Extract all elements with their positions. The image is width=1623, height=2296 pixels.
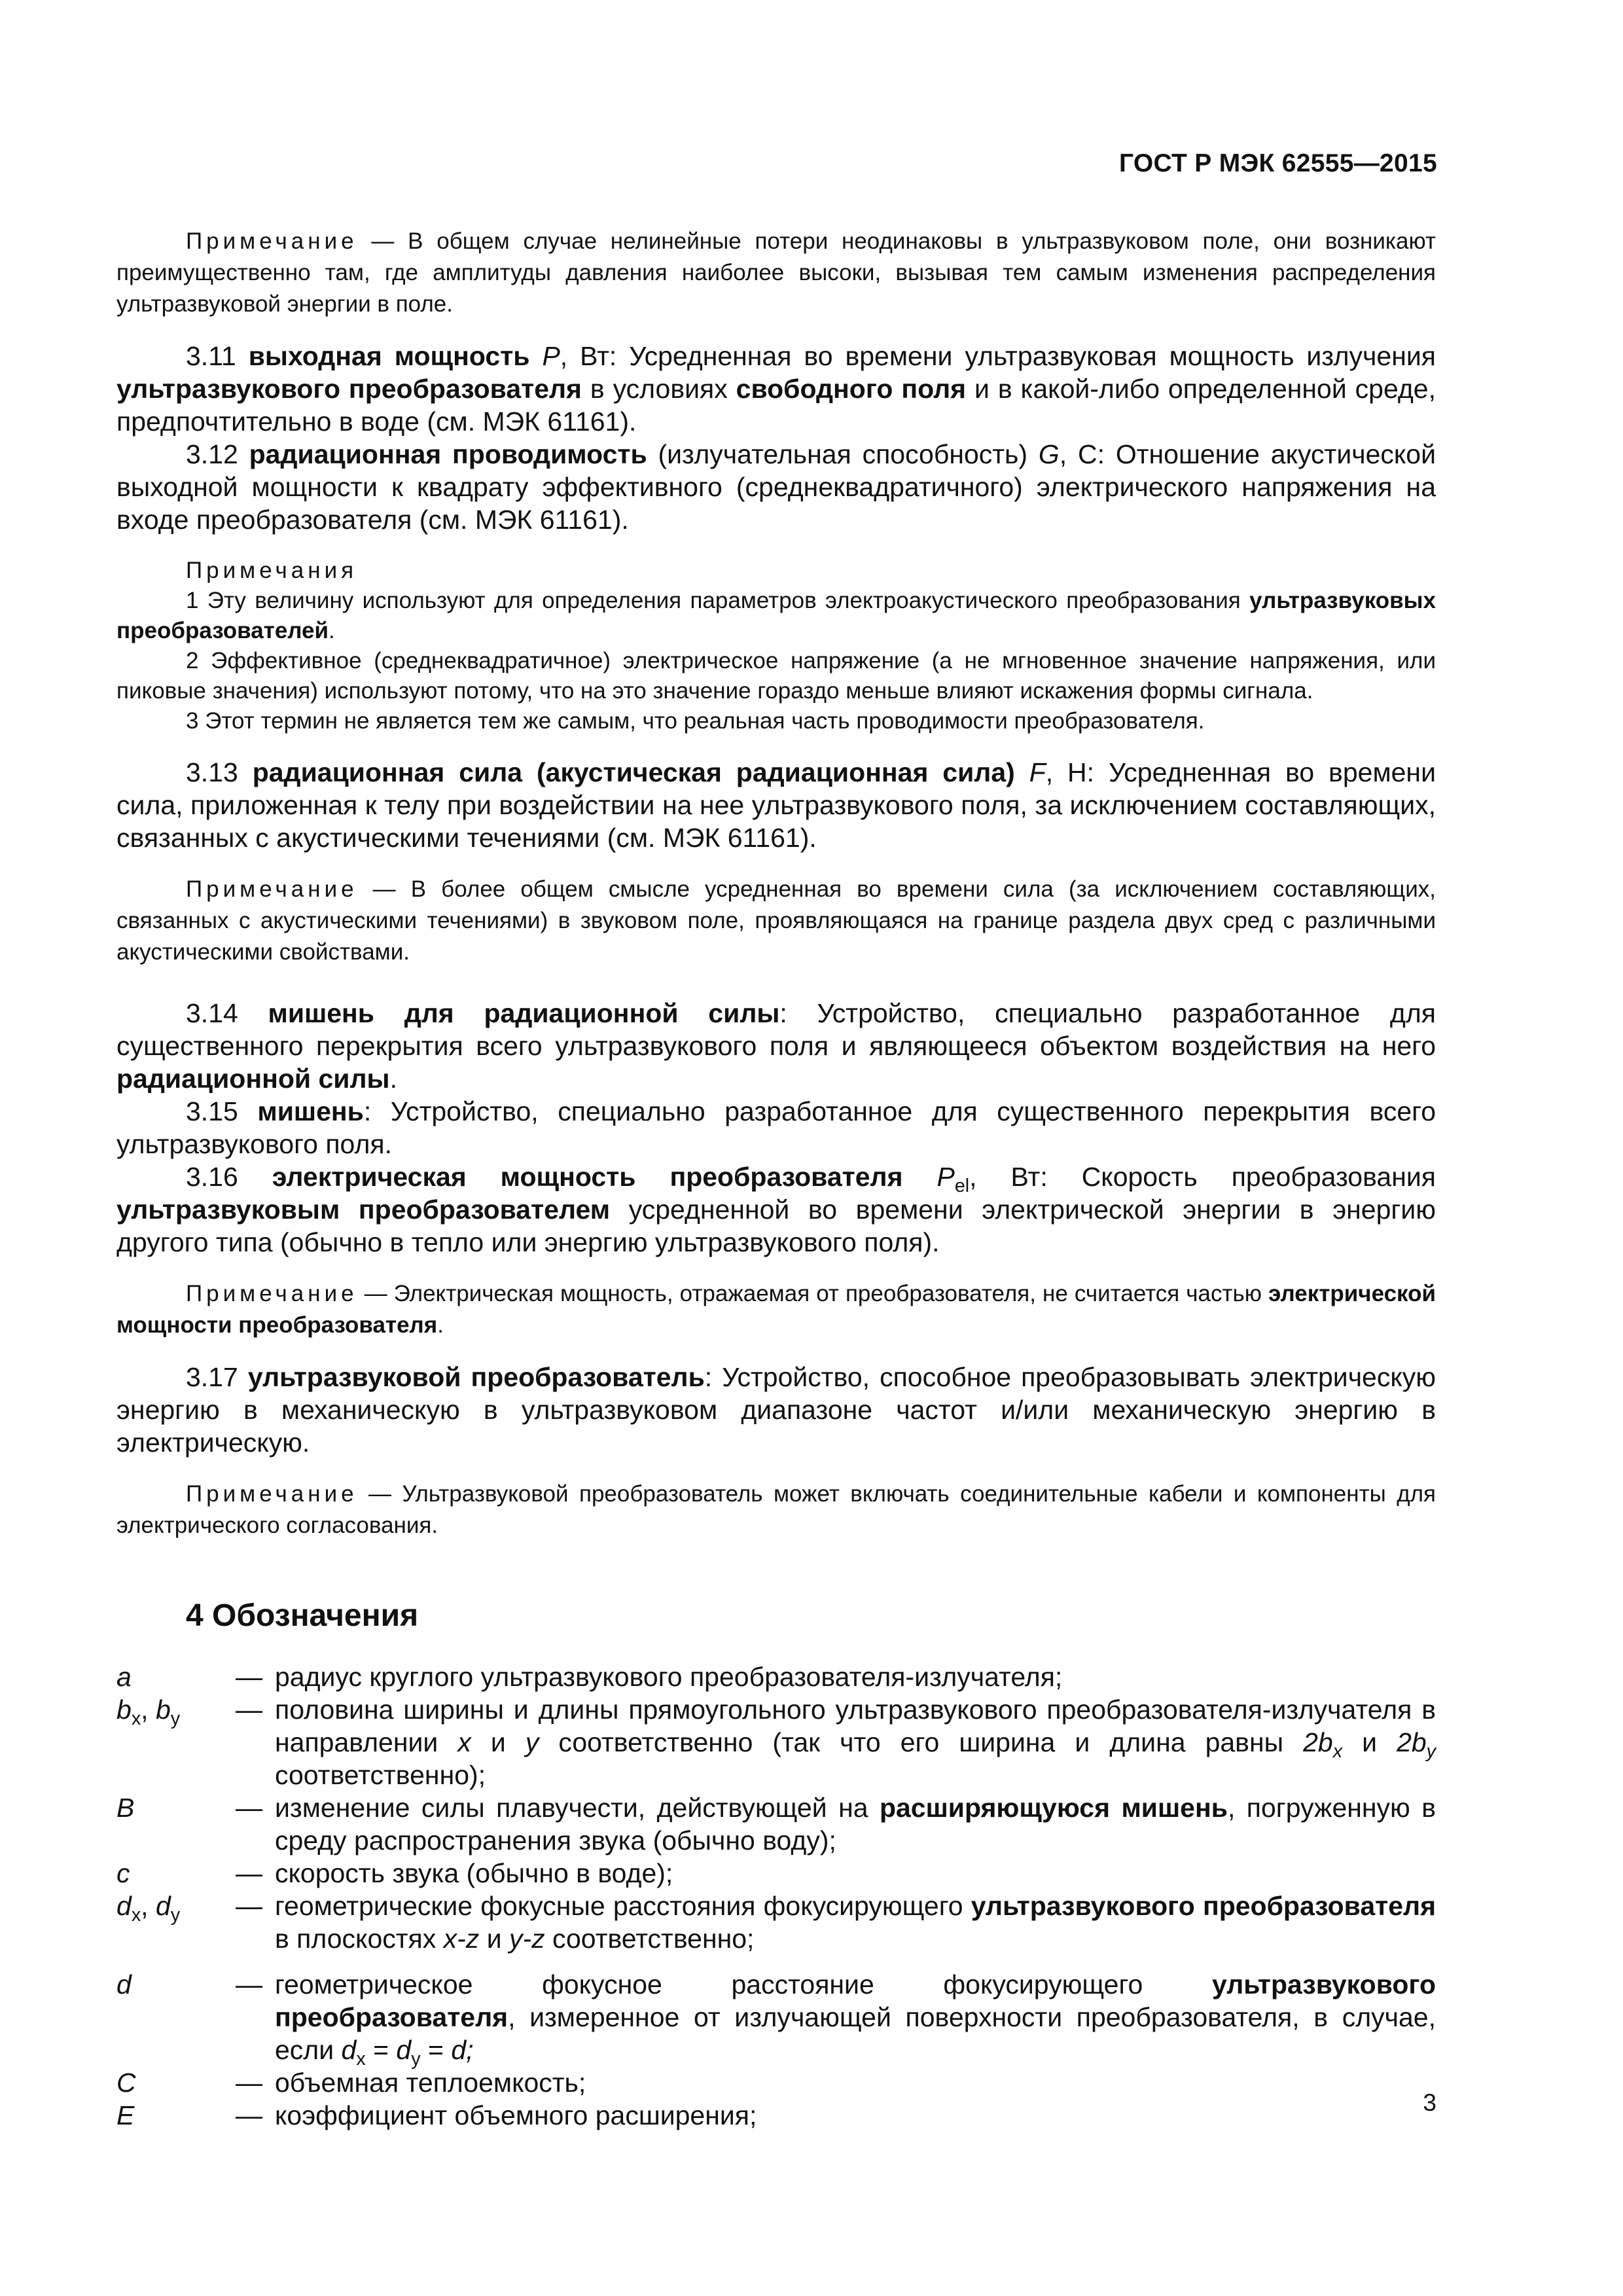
symbol-row-c xyxy=(116,1857,1436,1890)
symbol-row-C xyxy=(116,2066,1436,2099)
def-text: в плоскостях xyxy=(275,1924,444,1954)
def-var: 2b xyxy=(1397,1727,1427,1757)
term-name: электрическая мощность преобразователя xyxy=(272,1162,903,1192)
term-ref: ультразвуковым преобразователем xyxy=(116,1194,611,1225)
term-text: : Устройство, способное преобразовывать электрическую энергию в механическую в ультразвуковом диапазоне частот и/или механическую энергию в электрическую. xyxy=(116,1362,1436,1458)
note-text: — В общем случае нелинейные потери неодинаковы в ультразвуковом поле, они возникают преимущественно там, где амплитуды давления наиболее высоки, вызывая тем самым изменения распределения ультразвуковой энергии в поле. xyxy=(116,228,1436,317)
def-var: d xyxy=(396,2035,412,2065)
section-heading: 4 Обозначения xyxy=(186,1598,419,1633)
symbol-part: b xyxy=(116,1695,132,1725)
def-text: и xyxy=(479,1924,509,1954)
symbol: d xyxy=(116,1969,132,2000)
def-text: = xyxy=(365,2035,397,2065)
dash: — xyxy=(236,1891,262,1921)
def-var: d xyxy=(341,2035,357,2065)
symbol-row-dx-dy xyxy=(116,1890,1436,1955)
term-text: , С: Отношение акустической выходной мощности к квадрату эффективного (среднеквадратичного) электрического напряжения на входе преобразователя (см. МЭК 61161). xyxy=(116,439,1436,535)
def-text: изменение силы плавучести, действующей на xyxy=(275,1793,880,1823)
symbol-row-B xyxy=(116,1791,1436,1857)
def-text: = xyxy=(420,2035,452,2065)
symbol-part: d xyxy=(155,1891,171,1921)
term-symbol: F xyxy=(1014,757,1046,787)
definition-3-12 xyxy=(116,438,1436,536)
def-text: , измеренное от излучающей поверхности преобразователя, в случае, если xyxy=(275,2002,1436,2065)
def-text: соответственно (так что его ширина и длина равны xyxy=(539,1727,1304,1757)
term-ref: радиационной силы xyxy=(116,1064,390,1094)
symbol-definition: объемная теплоемкость; xyxy=(275,2068,586,2098)
note-text: . xyxy=(329,618,335,643)
term-text: и в какой-либо определенной среде, предпочтительно в воде (см. МЭК 61161). xyxy=(116,374,1436,437)
def-text: , погруженную в среду распространения звука (обычно воду); xyxy=(275,1793,1436,1856)
term-symbol: P xyxy=(529,341,560,371)
term-symbol: P xyxy=(902,1162,955,1192)
note-label: Примечание xyxy=(186,1481,358,1507)
note-text: — В более общем смысле усредненная во времени сила (за исключением составляющих, связанных с акустическими течениями) в звуковом поле, проявляющаяся на границе раздела двух сред с различными акустическими свойствами. xyxy=(116,876,1436,965)
symbol: B xyxy=(116,1793,135,1823)
symbol: C xyxy=(116,2068,136,2098)
def-var-subscript: x xyxy=(1332,1741,1343,1763)
symbol-separator: , xyxy=(141,1891,156,1921)
term-name: мишень xyxy=(257,1096,364,1126)
page-content xyxy=(116,226,1436,2132)
note-3-16 xyxy=(116,1278,1436,1341)
symbol-definition xyxy=(275,1968,1436,2070)
dash: — xyxy=(236,1662,262,1692)
term-name: радиационная сила (акустическая радиационная сила) xyxy=(252,757,1015,787)
definition-3-13 xyxy=(116,756,1436,854)
symbols-list xyxy=(116,1660,1436,2132)
def-var-subscript: x xyxy=(356,2049,366,2070)
note-item-1 xyxy=(116,586,1436,646)
note-text: — Ультразвуковой преобразователь может включать соединительные кабели и компоненты для электрического согласования. xyxy=(116,1481,1436,1538)
def-var-subscript: y xyxy=(411,2049,421,2070)
symbol-row-d xyxy=(116,1968,1436,2070)
term-text: , Вт: Скорость преобразования xyxy=(969,1162,1436,1192)
term-text: , Вт: Усредненная во времени ультразвуковая мощность излучения xyxy=(560,341,1436,371)
def-text: и xyxy=(471,1727,526,1757)
term-ref: ультразвукового преобразователя xyxy=(275,1969,1436,2032)
symbol-part: d xyxy=(116,1891,132,1921)
def-text: и xyxy=(1342,1727,1397,1757)
note-item-2: 2 Эффективное (среднеквадратичное) электрическое напряжение (а не мгновенное значение напряжения, или пиковые значения) используют потому, что на это значение гораздо меньше влияют искажения формы сигнала. xyxy=(116,648,1436,704)
symbol-subscript: x xyxy=(131,1708,141,1730)
definition-3-16 xyxy=(116,1160,1436,1259)
def-text: геометрические фокусные расстояния фокусирующего xyxy=(275,1891,971,1921)
symbol: E xyxy=(116,2100,135,2130)
symbol xyxy=(116,1693,236,1791)
note-label: Примечание xyxy=(186,228,358,254)
term-symbol-subscript: el xyxy=(954,1175,970,1197)
definition-3-15 xyxy=(116,1095,1436,1160)
def-var: x xyxy=(457,1727,471,1757)
def-var-subscript: y xyxy=(1426,1741,1436,1763)
dash: — xyxy=(236,1695,262,1725)
symbol-row-E xyxy=(116,2099,1436,2132)
term-number: 3.14 xyxy=(186,998,268,1028)
term-ref: свободного поля xyxy=(736,374,967,404)
dash: — xyxy=(236,2100,262,2130)
symbol-definition xyxy=(275,1791,1436,1857)
notes-3-12 xyxy=(116,556,1436,736)
note-label: Примечание xyxy=(186,1281,358,1306)
symbol-part: b xyxy=(155,1695,171,1725)
symbol-definition: коэффициент объемного расширения; xyxy=(275,2100,757,2130)
symbol-subscript: x xyxy=(131,1905,141,1926)
term-text: : Устройство, специально разработанное для существенного перекрытия всего ультразвукового поля. xyxy=(116,1096,1436,1159)
note-nonlinear-losses xyxy=(116,226,1436,320)
term-number: 3.17 xyxy=(186,1362,248,1392)
def-var: y xyxy=(525,1727,539,1757)
dash: — xyxy=(236,1969,262,2000)
symbol xyxy=(116,1890,236,1955)
term-ref: ультразвуковых преобразователей xyxy=(116,588,1436,643)
def-text: геометрическое фокусное расстояние фокусирующего xyxy=(275,1969,1212,2000)
note-3-17 xyxy=(116,1479,1436,1541)
dash: — xyxy=(236,1793,262,1823)
symbol-separator: , xyxy=(141,1695,156,1725)
term-name: ультразвуковой преобразователь xyxy=(247,1362,705,1392)
term-number: 3.12 xyxy=(186,439,249,469)
term-number: 3.15 xyxy=(186,1096,258,1126)
symbol-definition: радиус круглого ультразвукового преобразователя-излучателя; xyxy=(275,1662,1063,1692)
def-var: d; xyxy=(451,2035,474,2065)
term-text: (излучательная способность) xyxy=(647,439,1039,469)
definition-3-11 xyxy=(116,340,1436,438)
term-text: в условиях xyxy=(581,374,736,404)
dash: — xyxy=(236,1858,262,1888)
definition-3-14 xyxy=(116,997,1436,1095)
symbol-subscript: y xyxy=(170,1708,181,1730)
term-symbol: G xyxy=(1038,439,1060,469)
note-item-3: 3 Этот термин не является тем же самым, что реальная часть проводимости преобразователя. xyxy=(186,708,1205,734)
term-name: мишень для радиационной силы xyxy=(268,998,780,1028)
note-text: 1 Эту величину используют для определения параметров электроакустического преобразования xyxy=(186,588,1250,613)
symbol-definition xyxy=(275,1693,1436,1791)
definition-3-17 xyxy=(116,1361,1436,1459)
term-number: 3.11 xyxy=(186,341,249,371)
symbol-subscript: y xyxy=(170,1905,181,1926)
def-var: y-z xyxy=(508,1924,545,1954)
page-number: 3 xyxy=(1423,2089,1436,2116)
term-text: усредненной во времени электрической энергии в энергию другого типа (обычно в тепло или энергию ультразвукового поля). xyxy=(116,1194,1436,1257)
note-3-13 xyxy=(116,874,1436,968)
symbol-definition xyxy=(275,1890,1436,1955)
term-text: , Н: Усредненная во времени сила, приложенная к телу при воздействии на нее ультразвукового поля, за исключением составляющих, связанных с акустическими течениями (см. МЭК 61161). xyxy=(116,757,1436,853)
def-text: соответственно); xyxy=(275,1760,486,1790)
term-number: 3.16 xyxy=(186,1162,272,1192)
def-text: половина ширины и длины прямоугольного ультразвукового преобразователя-излучателя в направлении xyxy=(275,1695,1436,1757)
note-label: Примечание xyxy=(186,876,358,902)
symbol-row-bx-by xyxy=(116,1693,1436,1791)
dash: — xyxy=(236,2068,262,2098)
term-text: : Устройство, специально разработанное для существенного перекрытия всего ультразвукового поля и являющееся объектом воздействия на него xyxy=(116,998,1436,1061)
symbol: a xyxy=(116,1662,132,1692)
def-var: 2b xyxy=(1303,1727,1333,1757)
symbol-definition: скорость звука (обычно в воде); xyxy=(275,1858,673,1888)
symbol-row-a xyxy=(116,1660,1436,1693)
term-name: выходная мощность xyxy=(248,341,530,371)
term-ref: ультразвукового преобразователя xyxy=(971,1891,1436,1921)
note-text: . xyxy=(437,1312,444,1338)
note-text: — Электрическая мощность, отражаемая от преобразователя, не считается частью xyxy=(357,1281,1268,1306)
symbol: c xyxy=(116,1858,130,1888)
def-text: соответственно; xyxy=(544,1924,755,1954)
term-ref: расширяющуюся мишень xyxy=(879,1793,1228,1823)
notes-title: Примечания xyxy=(186,558,358,583)
term-ref: электрической мощности преобразователя xyxy=(116,1281,1436,1338)
document-code-header: ГОСТ Р МЭК 62555—2015 xyxy=(1118,149,1437,177)
term-text: . xyxy=(389,1064,397,1094)
def-var: x-z xyxy=(443,1924,480,1954)
term-number: 3.13 xyxy=(186,757,253,787)
term-name: радиационная проводимость xyxy=(249,439,647,469)
term-ref: ультразвукового преобразователя xyxy=(116,374,582,404)
